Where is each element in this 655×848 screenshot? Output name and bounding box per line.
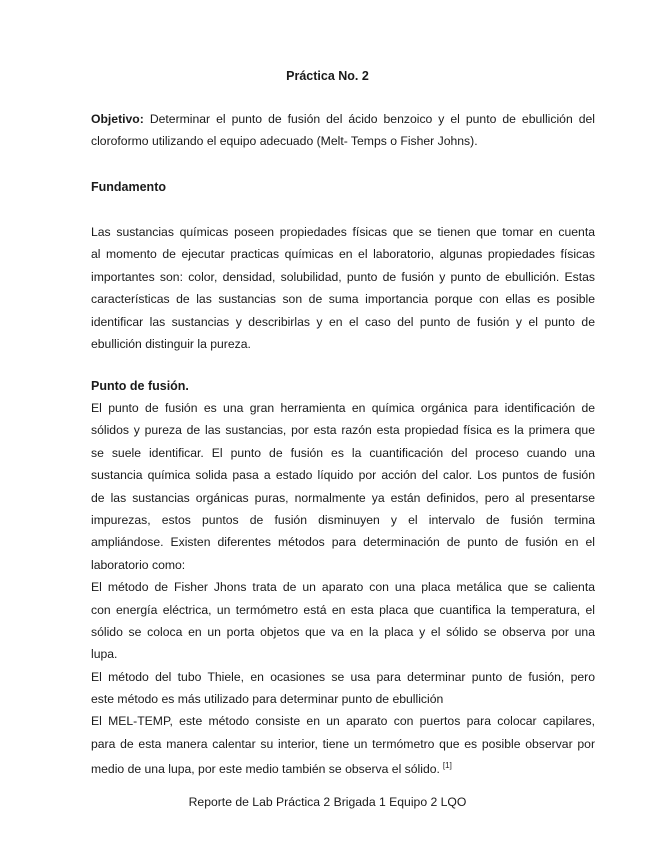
punto-fusion-heading: Punto de fusión. (91, 379, 189, 393)
punto-fusion-line: para de esta manera calentar su interior, tiene un termómetro que es posible observar por (91, 736, 595, 751)
fundamento-line: identificar las sustancias y describirlas y en el caso del punto de fusión y el punto de (91, 314, 595, 329)
page-footer: Reporte de Lab Práctica 2 Brigada 1 Equipo 2 LQO (188, 795, 467, 809)
punto-fusion-line: este método es más utilizado para determinar punto de ebullición (91, 692, 444, 707)
punto-fusion-line-last: medio de una lupa, por este medio también se observa el sólido. [1] (91, 761, 452, 777)
fundamento-paragraph (91, 221, 595, 355)
punto-fusion-line: sólidos y pureza de las sustancias, por esta razón esta propiedad física es la primera que (91, 423, 595, 438)
fundamento-line: importantes son: color, densidad, solubilidad, punto de fusión y punto de ebullición. Estas (91, 269, 595, 284)
punto-fusion-line: laboratorio como: (91, 557, 186, 572)
punto-fusion-line: con energía eléctrica, un termómetro está en esta placa que cuantifica la temperatura, el (91, 602, 595, 617)
punto-fusion-line: lupa. (91, 647, 118, 662)
objective-paragraph (91, 108, 595, 153)
punto-fusion-line: sólido se coloca en un porta objetos que va en la placa y el sólido se observa por una (91, 624, 595, 639)
punto-fusion-line: se suele identificar. El punto de fusión es la cuantificación del proceso cuando una (91, 445, 595, 460)
fundamento-line: al momento de ejecutar practicas químicas en el laboratorio, algunas propiedades físicas (91, 247, 595, 262)
punto-fusion-line: El MEL-TEMP, este método consiste en un aparato con puertos para colocar capilares, (91, 714, 595, 729)
punto-fusion-line: impurezas, estos puntos de fusión disminuyen y el intervalo de fusión termina (91, 512, 595, 527)
punto-fusion-line: sustancia química solida pasa a estado líquido por acción del calor. Los puntos de fusión (91, 468, 595, 483)
fundamento-line: características de las sustancias son de suma importancia porque con ellas es posible (91, 292, 595, 307)
fundamento-line: ebullición distinguir la pureza. (91, 336, 251, 351)
objective-label: Objetivo: (91, 112, 144, 126)
page-title: Práctica No. 2 (286, 69, 369, 83)
fundamento-line: Las sustancias químicas poseen propiedades físicas que se tienen que tomar en cuenta (91, 225, 595, 239)
objective-line-2: cloroformo utilizando el equipo adecuado (Melt- Temps o Fisher Johns). (91, 134, 478, 149)
punto-fusion-line: El método del tubo Thiele, en ocasiones se usa para determinar punto de fusión, pero (91, 669, 595, 684)
fundamento-heading: Fundamento (91, 180, 166, 194)
objective-line-1: Objetivo: Determinar el punto de fusión del ácido benzoico y el punto de ebullición del (91, 112, 595, 126)
punto-fusion-paragraph (91, 397, 595, 778)
punto-fusion-line: El punto de fusión es una gran herramienta en química orgánica para identificación de (91, 401, 595, 415)
punto-fusion-line: ampliándose. Existen diferentes métodos para determinación de punto de fusión en el (91, 535, 595, 550)
punto-fusion-line: El método de Fisher Jhons trata de un aparato con una placa metálica que se calienta (91, 580, 595, 595)
citation-reference[interactable]: [1] (442, 761, 452, 771)
punto-fusion-line: de las sustancias orgánicas puras, normalmente ya están definidos, pero al presentarse (91, 490, 595, 505)
